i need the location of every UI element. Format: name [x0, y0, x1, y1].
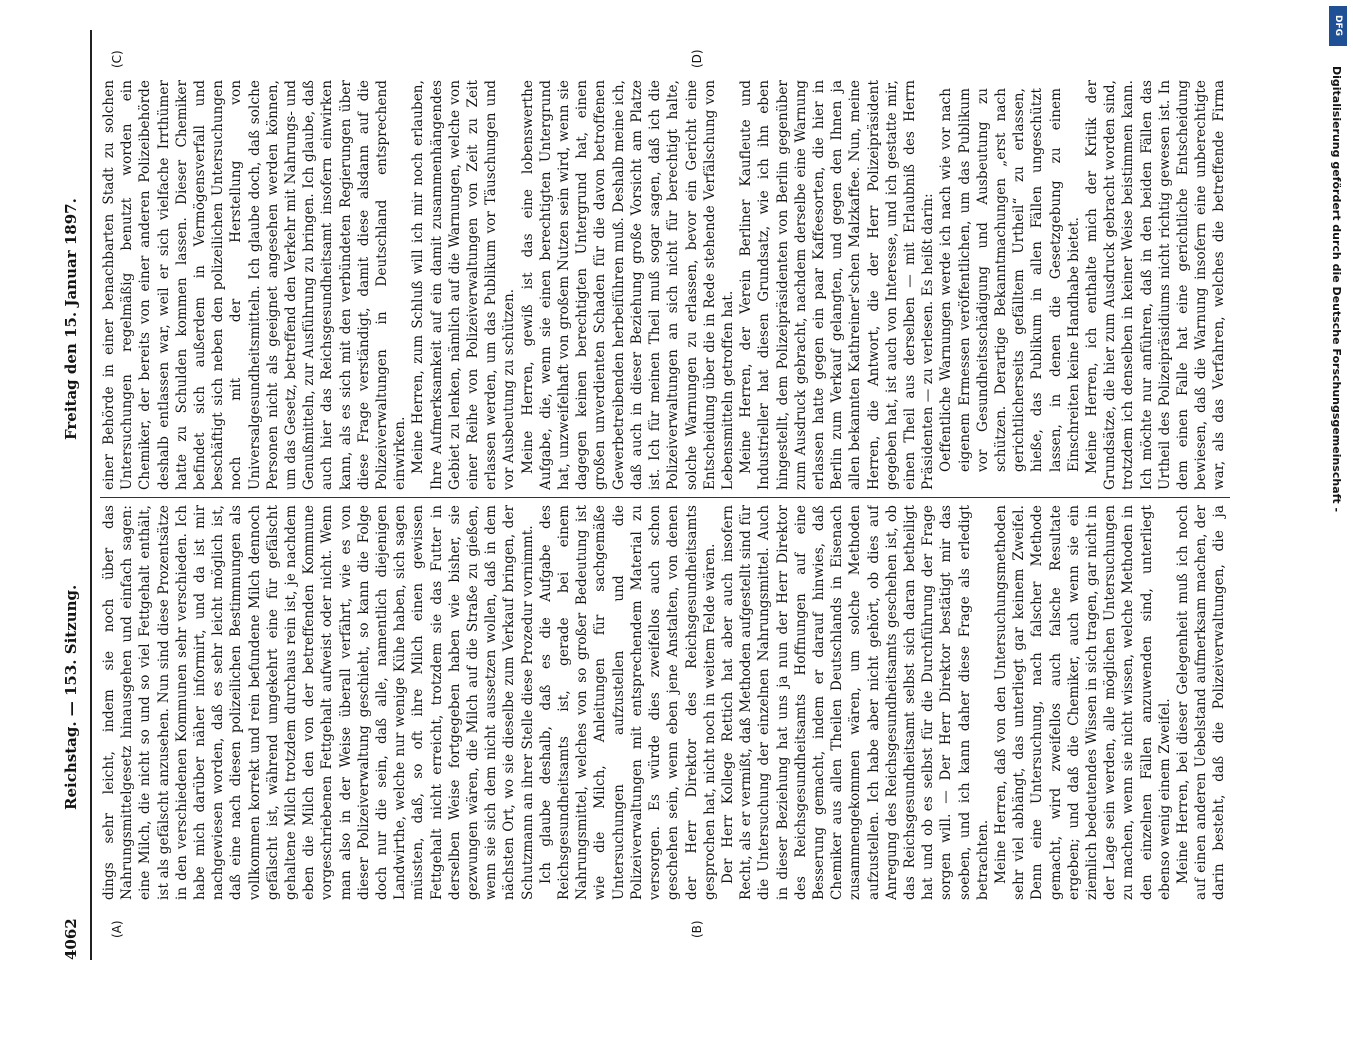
session-title: Reichstag. — 153. Sitzung. — [62, 584, 80, 810]
margin-letter-a: (A) — [110, 920, 124, 938]
dfg-logo: DFG — [1329, 6, 1347, 46]
paragraph: Meine Herren, der Verein Berliner Kaufleute und Industrieller hat diesen Grundsatz, wie ich ihn eben hingestellt, dem Polizeipräsidenten von Berlin gegenüber zum Ausdruck gebracht, nachdem derselbe eine Warnung erlassen hatte gegen ein paar Kaffeesorten, die hier in Berlin zum Verkauf gelangten, und gegen den Ihnen ja allen bekannten Kathreiner'schen Malzkaffee. Nun, meine Herren, die Antwort, die der Herr Polizeipräsident gegeben hat, ist auch von Interesse, und ich gestatte mir, einen Theil aus derselben — mit Erlaubniß des Herrn Präsidenten — zu verlesen. Es heißt darin: — [738, 80, 937, 490]
session-date: Freitag den 15. Januar 1897. — [62, 198, 80, 440]
paragraph: Meine Herren, ich enthalte mich der Kritik der Grundsätze, die hier zum Ausdruck gebracht worden sind, trotzdem ich denselben in keiner Weise beistimmen kann. Ich möchte nur anführen, daß in den beiden Fällen das Urtheil des Polizeipräsidiums nicht richtig gewesen ist. In dem einen Falle hat eine gerichtliche Entscheidung bewiesen, daß die Warnung insofern eine unberechtigte war, als das Verfahren, welches die betreffende Firma — [1083, 80, 1228, 490]
paragraph: Meine Herren, daß von den Untersuchungsmethoden sehr viel abhängt, das unterliegt gar keinem Zweifel. Denn eine Untersuchung, nach falscher Methode gemacht, wird zweifellos auch falsche Resultate ergeben; und daß die Chemiker, auch wenn sie ein ziemlich bedeutendes Wissen in sich tragen, gar nicht in der Lage sein werden, alle möglichen Untersuchungen zu machen, wenn sie nicht wissen, welche Methoden in den einzelnen Fällen anzuwenden sind, unterliegt ebenso wenig einem Zweifel. — [992, 505, 1173, 900]
header-rule — [90, 30, 92, 960]
margin-letter-c: (C) — [110, 50, 124, 68]
page-header — [62, 30, 86, 960]
page-number: 4062 — [62, 918, 80, 960]
credit-text: Digitalisierung gefördert durch die Deutsche Forschungsgemeinschaft - — [1330, 66, 1343, 513]
right-column — [100, 80, 1230, 490]
quoted-passage: Oeffentliche Warnungen werde ich nach wie vor nach eigenem Ermessen veröffentlichen, um das Publikum vor Gesundheitsschädigung und Ausbeutung zu schützen. Derartige Bekanntmachungen „erst nach gerichtlicherseits gefälltem Urtheil“ zu erlassen, hieße, das Publikum in allen Fällen ungeschützt lassen, in denen die Gesetzgebung zu einem Einschreiten keine Handhabe bietet. — [938, 88, 1082, 472]
column-divider — [100, 497, 1230, 498]
paragraph: dings sehr leicht, indem sie noch über das Nahrungsmittelgesetz hinausgehen und einfach sagen: eine Milch, die nicht so und so viel Fettgehalt enthält, ist als gefälscht anzusehen. Nun sind diese Prozentsätze in den verschiedenen Kommunen sehr verschieden. Ich habe mich darüber näher informirt, und da ist mir nachgewiesen worden, daß es sehr leicht möglich ist, daß eine nach diesen polizeilichen Bestimmungen als vollkommen korrekt und rein befundene Milch dennoch gefälscht ist, während umgekehrt eine für gefälscht gehaltene Milch trotzdem durchaus rein ist, je nachdem eben die Milch den von der betreffenden Kommune vorgeschriebenen Fettgehalt aufweist oder nicht. Wenn man also in der Weise überall verfährt, wie es von dieser Polizeiverwaltung geschieht, so kann die Folge doch nur die sein, daß alle, namentlich diejenigen Landwirthe, welche nur wenige Kühe haben, sich sagen müssten, daß, so oft ihre Milch einen gewissen Fettgehalt nicht erreicht, trotzdem sie das Futter in derselben Weise fortgegeben haben wie bisher, sie gezwungen wären, die Milch auf die Straße zu gießen, wenn sie sich dem nicht aussetzen wollen, daß in dem nächsten Ort, wo sie dieselbe zum Verkauf bringen, der Schutzmann an ihrer Stelle diese Prozedur vornimmt. — [101, 505, 536, 900]
digitization-credit — [1321, 6, 1347, 996]
paragraph: Meine Herren, bei dieser Gelegenheit muß ich noch auf einen anderen Uebelstand aufmerksam machen, der darin besteht, daß die Polizeiverwaltungen, die ja — [1174, 505, 1228, 900]
left-column — [100, 505, 1230, 900]
paragraph: Meine Herren, gewiß ist das eine lobenswerthe Aufgabe, die, wenn sie einen berechtigten Untergrund hat, unzweifelhaft von großem Nutzen sein wird, wenn sie dagegen keinen berechtigten Untergrund hat, einen großen unverdienten Schaden für die davon betroffenen Gewerbetreibenden herbeiführen muß. Deshalb meine ich, daß auch in dieser Beziehung große Vorsicht am Platze ist. Ich für meinen Theil muß sogar sagen, daß ich die Polizeiverwaltungen an sich nicht für berechtigt halte, solche Warnungen zu erlassen, bevor ein Gericht eine Entscheidung über die in Rede stehende Verfälschung von Lebensmitteln getroffen hat. — [519, 80, 736, 490]
paragraph: Meine Herren, zum Schluß will ich mir noch erlauben, Ihre Aufmerksamkeit auf ein damit zusammenhängendes Gebiet zu lenken, nämlich auf die Warnungen, welche von einer Reihe von Polizeiverwaltungen von Zeit zu Zeit erlassen werden, um das Publikum vor Täuschungen und vor Ausbeutung zu schützen. — [410, 80, 518, 490]
paragraph: Der Herr Kollege Rettich hat aber auch insofern Recht, als er vermißt, daß Methoden aufgestellt sind für die Untersuchung der einzelnen Nahrungsmittel. Auch in dieser Beziehung hat uns ja nun der Herr Direktor des Reichsgesundheitsamts Hoffnungen auf eine Besserung gemacht, indem er darauf hinwies, daß Chemiker aus allen Theilen Deutschlands in Eisenach zusammengekommen wären, um solche Methoden aufzustellen. Ich habe aber nicht gehört, ob dies auf Anregung des Reichsgesundheitsamts geschehen ist, ob das Reichsgesundheitsamt selbst sich daran betheiligt hat und ob es selbst für die Durchführung der Frage sorgen will. — Der Herr Direktor bestätigt mir das soeben, und ich kann daher diese Frage als erledigt betrachten. — [719, 505, 991, 900]
margin-letter-b: (B) — [690, 920, 704, 938]
margin-letter-d: (D) — [690, 49, 704, 68]
paragraph: Ich glaube deshalb, daß es die Aufgabe des Reichsgesundheitsamts ist, gerade bei einem Nahrungsmittel, welches von so großer Bedeutung ist wie die Milch, Anleitungen für sachgemäße Untersuchungen aufzustellen und die Polizeiverwaltungen mit entsprechendem Material zu versorgen. Es würde dies zweifellos auch schon geschehen sein, wenn eben jene Anstalten, von denen der Herr Direktor des Reichsgesundheitsamts gesprochen hat, nicht noch in weitem Felde wären. — [537, 505, 718, 900]
paragraph: einer Behörde in einer benachbarten Stadt zu solchen Untersuchungen regelmäßig benutzt worden ein Chemiker, der bereits von einer anderen Polizeibehörde deshalb entlassen war, weil er sich vielfache Irrthümer hatte zu Schulden kommen lassen. Dieser Chemiker befindet sich außerdem in Vermögensverfall und beschäftigt sich neben den polizeilichen Untersuchungen noch mit der Herstellung von Universalgesundheitsmitteln. Ich glaube doch, daß solche Personen nicht als geeignet angesehen werden können, um das Gesetz, betreffend den Verkehr mit Nahrungs- und Genußmitteln, zur Ausführung zu bringen. Ich glaube, daß auch hier das Reichsgesundheitsamt insofern einwirken kann, als es sich mit den verbündeten Regierungen über diese Frage verständigt, damit diese alsdann auf die Polizeiverwaltungen in Deutschland entsprechend einwirken. — [101, 80, 409, 490]
